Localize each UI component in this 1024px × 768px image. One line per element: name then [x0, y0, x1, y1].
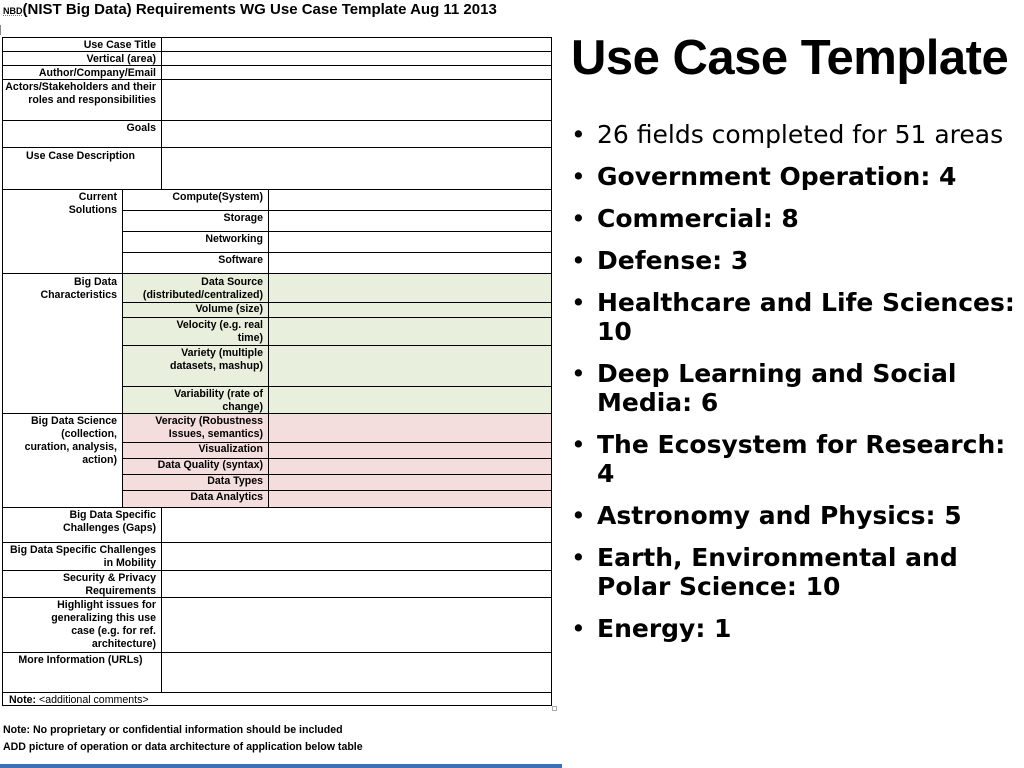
field-data-types: Data Types [207, 475, 263, 487]
group-big-data-characteristics: Big Data Characteristics [40, 276, 117, 301]
field-security-privacy: Security & Privacy Requirements [62, 572, 156, 597]
divider [161, 507, 162, 692]
divider [3, 507, 551, 508]
bullet-text: Defense: 3 [597, 246, 749, 275]
bullet-dot-icon: • [571, 614, 586, 643]
field-challenges-gaps: Big Data Specific Challenges (Gaps) [62, 509, 156, 534]
field-variability: Variability (rate of change) [174, 388, 263, 413]
field-networking: Networking [205, 233, 263, 245]
divider [0, 25, 1, 35]
divider [122, 252, 551, 253]
bullet-item [571, 430, 1021, 488]
divider [3, 542, 551, 543]
bullet-text: Government Operation: 4 [597, 162, 957, 191]
divider [122, 386, 551, 387]
resize-handle [552, 706, 557, 711]
field-vertical: Vertical (area) [86, 53, 156, 65]
field-variety: Variety (multiple datasets, mashup) [169, 347, 263, 372]
bullet-dot-icon: • [571, 430, 586, 459]
field-storage: Storage [223, 212, 263, 224]
field-more-information: More Information (URLs) [18, 654, 143, 666]
divider [3, 692, 551, 693]
group-big-data-science: Big Data Science (collection, curation, analysis, action) [24, 415, 117, 466]
divider [268, 189, 269, 507]
note-row [9, 694, 149, 707]
doc-header [3, 1, 497, 18]
use-case-form [2, 37, 552, 706]
bullet-list [571, 120, 1021, 656]
field-data-source: Data Source (distributed/centralized) [142, 276, 263, 301]
field-use-case-title: Use Case Title [83, 39, 156, 51]
divider [3, 413, 551, 414]
bullet-item [571, 288, 1021, 346]
bullet-dot-icon: • [571, 543, 586, 572]
field-compute: Compute(System) [172, 191, 263, 203]
footnote-add-picture: ADD picture of operation or data architecture of application below table [3, 741, 363, 753]
field-veracity: Veracity (Robustness Issues, semantics) [155, 415, 263, 440]
divider [122, 231, 551, 232]
field-visualization: Visualization [198, 443, 263, 455]
divider [3, 273, 551, 274]
divider [122, 345, 551, 346]
field-author: Author/Company/Email [38, 67, 156, 79]
bullet-dot-icon: • [571, 204, 586, 233]
bullet-item [571, 614, 1021, 643]
field-generalizing-issues: Highlight issues for generalizing this use case (e.g. for ref. architecture) [51, 599, 156, 650]
bullet-text: Commercial: 8 [597, 204, 799, 233]
note-text: <additional comments> [39, 694, 149, 706]
bullet-dot-icon: • [571, 120, 586, 149]
bullet-dot-icon: • [571, 501, 586, 530]
divider [3, 120, 551, 121]
bullet-item [571, 162, 1021, 191]
bullet-item [571, 246, 1021, 275]
field-data-quality: Data Quality (syntax) [157, 459, 263, 471]
field-challenges-mobility: Big Data Specific Challenges in Mobility [9, 544, 156, 569]
bullet-item [571, 543, 1021, 601]
field-velocity: Velocity (e.g. real time) [176, 319, 263, 344]
field-volume: Volume (size) [195, 303, 263, 315]
bullet-dot-icon: • [571, 162, 586, 191]
bullet-text: 26 fields completed for 51 areas [597, 120, 1004, 149]
field-use-case-description: Use Case Description [26, 150, 135, 162]
field-software: Software [218, 254, 263, 266]
bullet-dot-icon: • [571, 246, 586, 275]
footnote-confidential: Note: No proprietary or confidential information should be included [3, 724, 343, 736]
doc-header-prefix: NBD [3, 6, 23, 16]
bullet-dot-icon: • [571, 359, 586, 388]
bullet-text: Energy: 1 [597, 614, 732, 643]
group-current-solutions: Current Solutions [68, 191, 117, 216]
bullet-text: The Ecosystem for Research: 4 [597, 430, 1006, 488]
bullet-text: Healthcare and Life Sciences: 10 [597, 288, 1015, 346]
bullet-text: Earth, Environmental and Polar Science: 10 [597, 543, 958, 601]
bottom-bar [0, 764, 562, 768]
field-actors: Actors/Stakeholders and their roles and responsibilities [5, 81, 156, 106]
bullet-item [571, 359, 1021, 417]
divider [3, 570, 551, 571]
bullet-item [571, 204, 1021, 233]
slide-title: Use Case Template [571, 31, 1009, 85]
divider [3, 147, 551, 148]
bullet-text: Astronomy and Physics: 5 [597, 501, 962, 530]
bullet-text: Deep Learning and Social Media: 6 [597, 359, 957, 417]
bullet-item [571, 501, 1021, 530]
field-goals: Goals [126, 122, 156, 134]
divider [161, 38, 162, 189]
divider [122, 189, 123, 507]
divider [3, 189, 551, 190]
bullet-item [571, 120, 1021, 149]
field-data-analytics: Data Analytics [190, 491, 263, 503]
note-label: Note: [9, 694, 37, 706]
divider [3, 652, 551, 653]
divider [122, 210, 551, 211]
divider [122, 317, 551, 318]
doc-header-title: (NIST Big Data) Requirements WG Use Case Template Aug 11 2013 [22, 1, 497, 18]
bullet-dot-icon: • [571, 288, 586, 317]
